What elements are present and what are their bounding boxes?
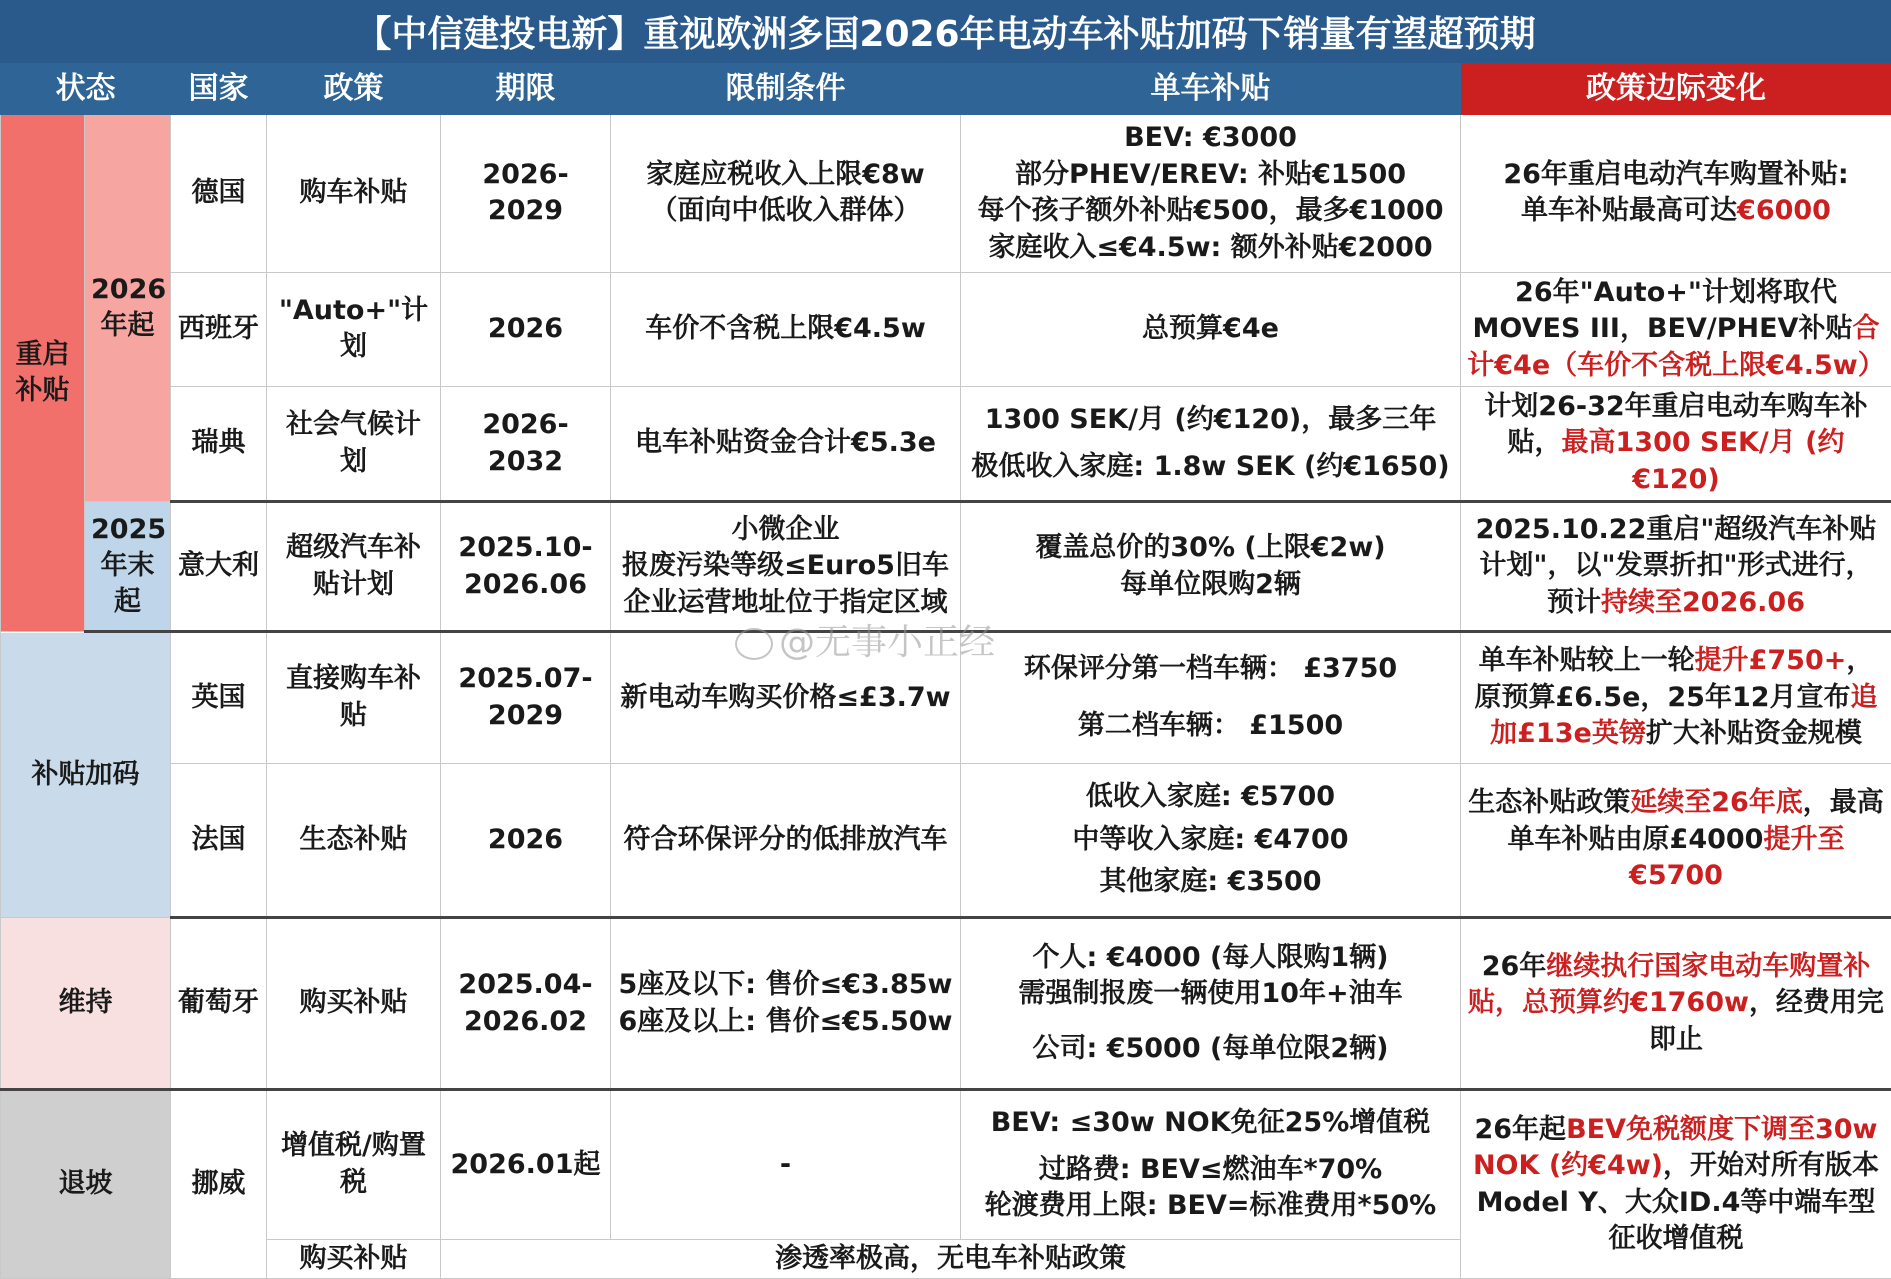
change-text: ，原预算£6.5e，25年12月宣布 — [1474, 645, 1874, 713]
change-text: 26年 — [1481, 951, 1547, 983]
change-text: 计划26-32年重启电动车购车补贴， — [1484, 391, 1868, 459]
watermark — [735, 614, 995, 665]
subsidy-line: 中等收入家庭: €4700 — [1072, 823, 1349, 855]
subsidy-line: 家庭收入≤€4.5w: 额外补贴€2000 — [988, 231, 1433, 263]
subsidy-italy — [961, 502, 1461, 632]
policy-germany: 购车补贴 — [267, 115, 441, 273]
subsidy-line: 1300 SEK/月 (约€120)，最多三年 — [984, 404, 1437, 436]
subsidy-line: 需强制报废一辆使用10年+油车 — [1018, 978, 1403, 1010]
country-uk: 英国 — [171, 631, 267, 763]
period-france: 2026 — [441, 763, 611, 917]
change-highlight: 持续至2026.06 — [1601, 586, 1805, 618]
country-spain: 西班牙 — [171, 272, 267, 386]
policy-norway-purchase: 购买补贴 — [267, 1239, 441, 1278]
policy-spain: "Auto+"计划 — [267, 272, 441, 386]
header-policy: 政策 — [267, 64, 441, 115]
change-highlight: 延续至26年底 — [1630, 787, 1803, 819]
change-uk — [1461, 631, 1891, 763]
subsidy-line: 环保评分第一档车辆： £3750 — [1023, 653, 1398, 685]
subsidy-line: 极低收入家庭: 1.8w SEK (约€1650) — [971, 450, 1450, 482]
change-highlight: 追加£13e英镑 — [1490, 681, 1878, 750]
period-norway: 2026.01起 — [441, 1090, 611, 1239]
subsidy-line: 每单位限购2辆 — [1120, 568, 1301, 600]
subsidy-norway-purchase: 渗透率极高，无电车补贴政策 — [441, 1239, 1461, 1278]
subsidy-line: 其他家庭: €3500 — [1099, 866, 1322, 898]
change-text: ，经费用完即止 — [1649, 987, 1884, 1055]
table-header-row — [1, 64, 1891, 115]
policy-sweden: 社会气候计划 — [267, 386, 441, 501]
conditions-line: 企业运营地址位于指定区域 — [623, 586, 948, 618]
subsidy-line: 部分PHEV/EREV: 补贴€1500 — [1014, 158, 1407, 190]
policy-norway-tax: 增值税/购置税 — [267, 1090, 441, 1239]
subsidy-norway — [961, 1090, 1461, 1239]
change-norway — [1461, 1090, 1891, 1279]
period-uk: 2025.07-2029 — [441, 631, 611, 763]
conditions-line: 小微企业 — [731, 514, 840, 546]
period-sweden: 2026-2032 — [441, 386, 611, 501]
conditions-germany — [611, 115, 961, 273]
change-highlight: 提升£750+ — [1694, 645, 1847, 677]
policy-uk: 直接购车补贴 — [267, 631, 441, 763]
conditions-sweden: 电车补贴资金合计€5.3e — [611, 386, 961, 501]
conditions-line: 5座及以下: 售价≤€3.85w — [618, 969, 953, 1001]
subsidy-line: 公司: €5000 (每单位限2辆) — [1032, 1032, 1389, 1064]
subsidy-france — [961, 763, 1461, 917]
substatus-2026: 2026年起 — [85, 115, 171, 502]
period-germany: 2026-2029 — [441, 115, 611, 273]
table-row-spain — [1, 272, 1891, 386]
change-portugal — [1461, 918, 1891, 1090]
table-row-norway — [1, 1090, 1891, 1239]
table-row-germany — [1, 115, 1891, 273]
subsidy-spain: 总预算€4e — [961, 272, 1461, 386]
change-highlight: €6000 — [1737, 195, 1831, 227]
period-spain: 2026 — [441, 272, 611, 386]
policy-portugal: 购买补贴 — [267, 918, 441, 1090]
header-conditions: 限制条件 — [611, 64, 961, 115]
header-period: 期限 — [441, 64, 611, 115]
substatus-2025: 2025年末起 — [85, 502, 171, 632]
change-highlight: 继续执行国家电动车购置补贴，总预算约€1760w — [1468, 951, 1871, 1019]
change-text: 生态补贴政策 — [1468, 787, 1631, 819]
conditions-line: 6座及以上: 售价≤€5.50w — [618, 1005, 953, 1037]
conditions-line: （面向中低收入群体） — [650, 195, 921, 227]
subsidy-line: 第二档车辆： £1500 — [1077, 709, 1344, 741]
subsidy-line: BEV: ≤30w NOK免征25%增值税 — [990, 1107, 1431, 1139]
change-text: 26年"Auto+"计划将取代MOVES III，BEV/PHEV补贴 — [1472, 276, 1853, 345]
status-restart: 重启补贴 — [1, 115, 85, 632]
change-italy — [1461, 502, 1891, 632]
subsidy-line: 个人: €4000 (每人限购1辆) — [1032, 942, 1389, 974]
subsidy-germany — [961, 115, 1461, 273]
change-highlight: BEV免税额度下调至30w NOK (约€4w) — [1472, 1113, 1878, 1182]
conditions-norway: - — [611, 1090, 961, 1239]
country-france: 法国 — [171, 763, 267, 917]
change-highlight: 提升至€5700 — [1629, 823, 1845, 892]
change-text: 扩大补贴资金规模 — [1645, 718, 1862, 750]
table-row-portugal — [1, 918, 1891, 1090]
change-germany — [1461, 115, 1891, 273]
conditions-line: 报废污染等级≤Euro5旧车 — [622, 550, 949, 582]
status-maintain: 维持 — [1, 918, 171, 1090]
country-germany: 德国 — [171, 115, 267, 273]
conditions-france: 符合环保评分的低排放汽车 — [611, 763, 961, 917]
subsidy-line: 覆盖总价的30% (上限€2w) — [1035, 532, 1386, 564]
subsidy-sweden — [961, 386, 1461, 501]
conditions-spain: 车价不含税上限€4.5w — [611, 272, 961, 386]
conditions-portugal — [611, 918, 961, 1090]
change-text: 2025.10.22重启"超级汽车补贴计划"，以"发票折扣"形式进行，预计 — [1475, 514, 1877, 618]
watermark-text: @无事小正经 — [779, 622, 996, 663]
change-text: 26年起 — [1474, 1113, 1567, 1145]
change-spain — [1461, 272, 1891, 386]
weibo-logo-icon — [735, 628, 773, 660]
change-sweden — [1461, 386, 1891, 501]
policy-italy: 超级汽车补贴计划 — [267, 502, 441, 632]
conditions-italy — [611, 502, 961, 632]
change-highlight: 最高1300 SEK/月 (约€120) — [1561, 427, 1845, 495]
status-decline: 退坡 — [1, 1090, 171, 1279]
table-row-france — [1, 763, 1891, 917]
subsidy-table — [0, 63, 1891, 1279]
header-status: 状态 — [1, 64, 171, 115]
change-text: 26年重启电动汽车购置补贴: — [1503, 158, 1849, 190]
policy-france: 生态补贴 — [267, 763, 441, 917]
change-text: ，开始对所有版本Model Y、大众ID.4等中端车型征收增值税 — [1476, 1150, 1880, 1255]
header-change: 政策边际变化 — [1461, 64, 1891, 115]
subsidy-uk — [961, 631, 1461, 763]
country-norway: 挪威 — [171, 1090, 267, 1279]
period-italy: 2025.10-2026.06 — [441, 502, 611, 632]
header-subsidy: 单车补贴 — [961, 64, 1461, 115]
change-text: ，最高单车补贴由原£4000 — [1507, 787, 1884, 855]
subsidy-line: 低收入家庭: €5700 — [1085, 781, 1336, 813]
subsidy-line: BEV: €3000 — [1124, 122, 1297, 154]
page-title: 【中信建投电新】重视欧洲多国2026年电动车补贴加码下销量有望超预期 — [0, 0, 1891, 63]
table-row-italy — [1, 502, 1891, 632]
table-row-sweden — [1, 386, 1891, 501]
conditions-uk: 新电动车购买价格≤£3.7w — [611, 631, 961, 763]
subsidy-portugal — [961, 918, 1461, 1090]
status-increase: 补贴加码 — [1, 631, 171, 917]
change-france — [1461, 763, 1891, 917]
country-portugal: 葡萄牙 — [171, 918, 267, 1090]
subsidy-line: 过路费: BEV≤燃油车*70% — [1038, 1153, 1383, 1185]
header-country: 国家 — [171, 64, 267, 115]
period-portugal: 2025.04-2026.02 — [441, 918, 611, 1090]
subsidy-line: 轮渡费用上限: BEV=标准费用*50% — [984, 1190, 1437, 1222]
subsidy-line: 每个孩子额外补贴€500，最多€1000 — [977, 195, 1444, 227]
country-sweden: 瑞典 — [171, 386, 267, 501]
change-highlight: 合计€4e（车价不含税上限€4.5w） — [1467, 313, 1885, 381]
country-italy: 意大利 — [171, 502, 267, 632]
change-text: 单车补贴较上一轮 — [1478, 645, 1695, 677]
conditions-line: 家庭应税收入上限€8w — [646, 158, 925, 190]
change-text: 单车补贴最高可达 — [1521, 195, 1738, 227]
